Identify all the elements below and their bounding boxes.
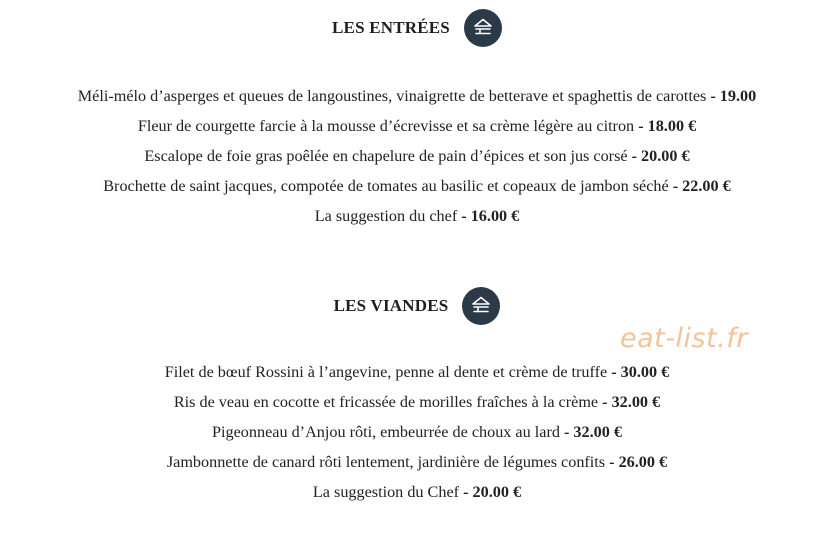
viandes-header xyxy=(0,286,834,326)
viandes-section xyxy=(0,286,834,507)
dish-name: Filet de bœuf Rossini à l’angevine, penne al dente et crème de truffe xyxy=(164,363,612,381)
dish-price: - 22.00 € xyxy=(672,177,731,195)
dish-price: - 19.00 xyxy=(710,87,757,105)
watermark-text: eat-list.fr xyxy=(620,323,748,354)
menu-item xyxy=(0,387,834,417)
dish-price: - 20.00 € xyxy=(463,483,522,501)
dish-price: - 32.00 € xyxy=(602,393,661,411)
dish-price: - 32.00 € xyxy=(563,423,622,441)
dish-name: Jambonnette de canard rôti lentement, jardinière de légumes confits xyxy=(166,453,606,471)
menu-home-icon xyxy=(462,287,500,325)
menu-item xyxy=(0,357,834,387)
menu-item xyxy=(0,81,834,111)
viandes-list xyxy=(0,357,834,507)
menu-item xyxy=(0,447,834,477)
menu-item xyxy=(0,417,834,447)
dish-price: - 18.00 € xyxy=(638,117,697,135)
dish-name: Escalope de foie gras poêlée en chapelure de pain d’épices et son jus corsé xyxy=(144,147,628,165)
viandes-title: LES VIANDES xyxy=(333,296,449,315)
dish-name: Fleur de courgette farcie à la mousse d’écrevisse et sa crème légère au citron xyxy=(137,117,635,135)
menu-item xyxy=(0,477,834,507)
entrees-section xyxy=(0,8,834,231)
dish-name: La suggestion du Chef xyxy=(312,483,460,501)
entrees-header xyxy=(0,8,834,48)
dish-price: - 30.00 € xyxy=(611,363,670,381)
menu-item xyxy=(0,141,834,171)
dish-name: Méli-mélo d’asperges et queues de langoustines, vinaigrette de betterave et spaghettis de carottes xyxy=(77,87,707,105)
menu-home-icon xyxy=(464,9,502,47)
dish-price: - 16.00 € xyxy=(461,207,520,225)
menu-item xyxy=(0,171,834,201)
menu-item xyxy=(0,111,834,141)
dish-name: Brochette de saint jacques, compotée de tomates au basilic et copeaux de jambon séché xyxy=(103,177,669,195)
dish-name: Pigeonneau d’Anjou rôti, embeurrée de choux au lard xyxy=(212,423,560,441)
dish-name: Ris de veau en cocotte et fricassée de morilles fraîches à la crème xyxy=(173,393,599,411)
entrees-title: LES ENTRÉES xyxy=(332,18,450,37)
dish-price: - 26.00 € xyxy=(609,453,668,471)
dish-name: La suggestion du chef xyxy=(314,207,462,225)
entrees-list xyxy=(0,81,834,231)
dish-price: - 20.00 € xyxy=(631,147,690,165)
menu-item xyxy=(0,201,834,231)
